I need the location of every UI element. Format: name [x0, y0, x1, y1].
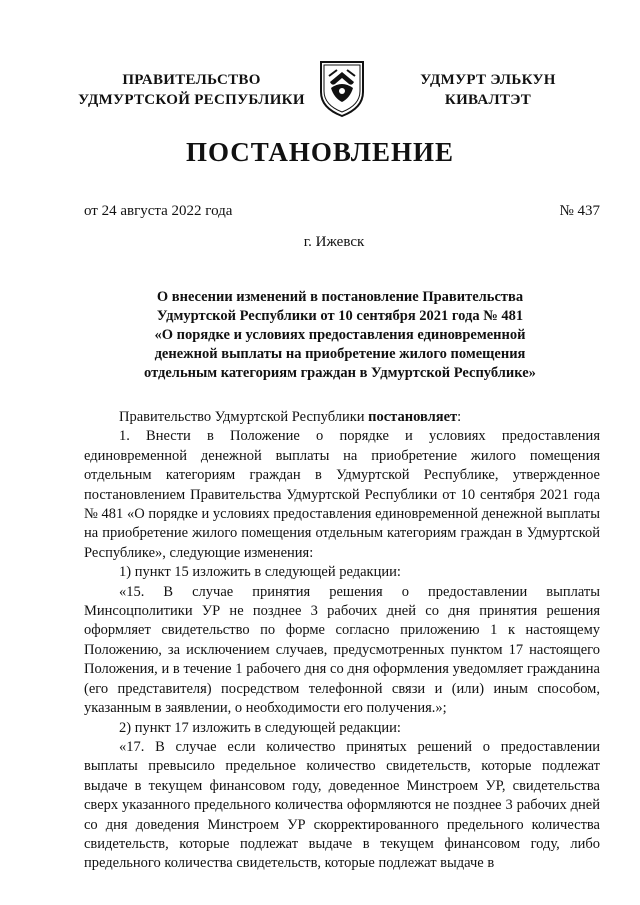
paragraph-4: 2) пункт 17 изложить в следующей редакции:: [119, 719, 401, 736]
subject-line: О внесении изменений в постановление Правительства: [156, 289, 524, 305]
coat-of-arms-icon: [317, 58, 367, 118]
document-body: [84, 408, 600, 874]
header-left-line2: УДМУРТСКОЙ РЕСПУБЛИКИ: [78, 92, 305, 108]
intro-suffix: :: [457, 409, 462, 425]
intro-decree-word: постановляет: [368, 409, 458, 425]
subject-line: отдельным категориям граждан в Удмуртской Республике»: [144, 365, 536, 381]
document-number: № 437: [559, 203, 600, 219]
document-title: ПОСТАНОВЛЕНИЕ: [185, 137, 455, 167]
header-right-line2: КИВАЛТЭТ: [444, 92, 532, 108]
document-city: г. Ижевск: [303, 234, 365, 250]
paragraph-5: «17. В случае если количество принятых решений о предоставлении выплаты превысило предельное количество свидетельств, которые подлежат выдаче в текущем финансовом году, доведенное Минстроем УР, свидетельства сверх указанного предельного количества оформляются не позднее 3 рабочих дней со дня доведения Минстроем УР скорректированного предельного количества свидетельств, которые подлежат выдаче в текущем финансовом году, либо предельного количества свидетельств, которые подлежат выдаче в: [84, 738, 600, 872]
intro-paragraph: [84, 408, 600, 427]
subject-line: денежной выплаты на приобретение жилого помещения: [154, 346, 526, 362]
government-header-udm: [398, 70, 578, 110]
document-subject: [120, 288, 560, 383]
header-right-line1: УДМУРТ ЭЛЬКУН: [420, 72, 556, 88]
paragraph-1: 1. Внести в Положение о порядке и условиях предоставления единовременной денежной выплаты на приобретение жилого помещения отдельным категориям граждан в Удмуртской Республике, утвержденное постановлением Правительства Удмуртской Республики от 10 сентября 2021 года № 481 «О порядке и условиях предоставления единовременной денежной выплаты на приобретение жилого помещения отдельным категориям граждан в Удмуртской Республике», следующие изменения:: [84, 428, 600, 561]
government-header-ru: [74, 70, 309, 110]
subject-line: Удмуртской Республики от 10 сентября 2021 года № 481: [156, 308, 524, 324]
header-left-line1: ПРАВИТЕЛЬСТВО: [122, 72, 261, 88]
document-date: от 24 августа 2022 года: [84, 203, 233, 219]
intro-prefix: Правительство Удмуртской Республики: [119, 409, 369, 425]
paragraph-2: 1) пункт 15 изложить в следующей редакции:: [119, 564, 401, 581]
subject-line: «О порядке и условиях предоставления единовременной: [154, 327, 526, 343]
paragraph-3: «15. В случае принятия решения о предоставлении выплаты Минсоцполитики УР не позднее 3 рабочих дней со дня принятия решения оформляет свидетельство по форме согласно приложению 1 к настоящему Положению, за исключением случаев, предусмотренных пунктом 17 настоящего Положения, и в течение 1 рабочего дня со дня оформления уведомляет гражданина (его представителя) посредством телефонной связи и (или) иным способом, указанным в заявлении, о необходимости его получения.»;: [84, 583, 600, 717]
